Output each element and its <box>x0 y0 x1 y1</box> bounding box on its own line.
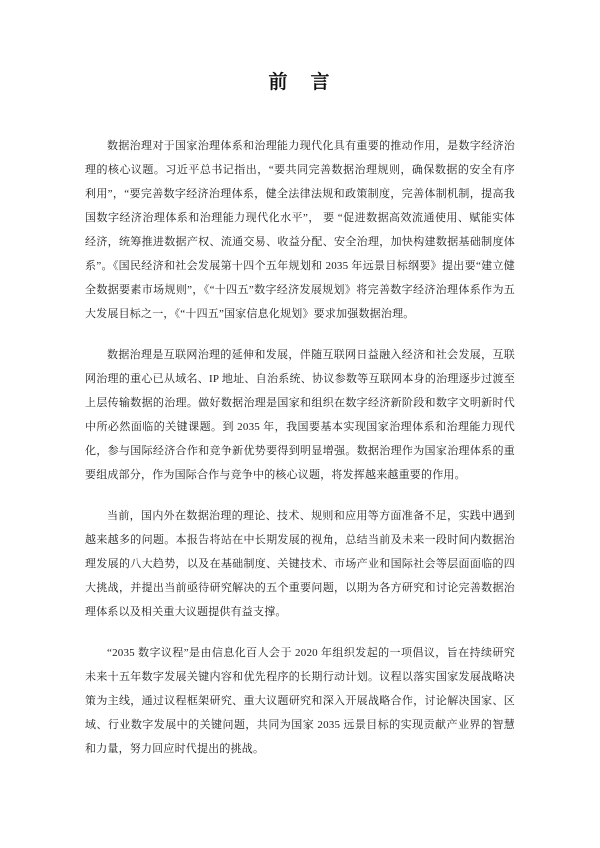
preface-paragraph: “2035 数字议程”是由信息化百人会于 2020 年组织发起的一项倡议，旨在持续研究未来十五年数字发展关键内容和优先程序的长期行动计划。议程以落实国家发展战略决策为主线，通过议程框架研究、重大议题研究和深入开展战略合作，讨论解决国家、区域、行业数字发展中的关键问题，共同为国家 2035 远景目标的实现贡献产业界的智慧和力量，努力回应时代提出的挑战。 <box>85 647 515 755</box>
preface-paragraph: 数据治理对于国家治理体系和治理能力现代化具有重要的推动作用，是数字经济治理的核心议题。习近平总书记指出，“要共同完善数据治理规则，确保数据的安全有序利用”，“要完善数字经济治理体系，健全法律法规和政策制度，完善体制机制，提高我国数字经济治理体系和治理能力现代化水平”， 要 “促进数据高效流通使用、赋能实体经济，统筹推进数据产权、流通交易、收益分配、安全治理，加快构建数据基础制度体系”。《国民经济和社会发展第十四个五年规划和 2035 年远景目标纲要》提出要“建立健全数据要素市场规则”，《“十四五”数字经济发展规划》将完善数字经济治理体系作为五大发展目标之一，《“十四五”国家信息化规划》要求加强数据治理。 <box>85 140 515 320</box>
preface-paragraph: 数据治理是互联网治理的延伸和发展，伴随互联网日益融入经济和社会发展，互联网治理的重心已从域名、IP 地址、自治系统、协议参数等互联网本身的治理逐步过渡至上层传输数据的治理。做好数据治理是国家和组织在数字经济新阶段和数字文明新时代中所必然面临的关键课题。到 2035 年，我国要基本实现国家治理体系和治理能力现代化，参与国际经济合作和竞争新优势要得到明显增强。数据治理作为国家治理体系的重要组成部分，作为国际合作与竞争中的核心议题，将发挥越来越重要的作用。 <box>85 349 515 481</box>
page-title: 前 言 <box>268 72 332 93</box>
preface-body <box>85 134 515 761</box>
preface-paragraph: 当前，国内外在数据治理的理论、技术、规则和应用等方面准备不足，实践中遇到越来越多的问题。本报告将站在中长期发展的视角，总结当前及未来一段时间内数据治理发展的八大趋势，以及在基础制度、关键技术、市场产业和国际社会等层面面临的四大挑战，并提出当前亟待研究解决的五个重要问题，以期为各方研究和讨论完善数据治理体系以及相关重大议题提供有益支撑。 <box>85 510 515 618</box>
